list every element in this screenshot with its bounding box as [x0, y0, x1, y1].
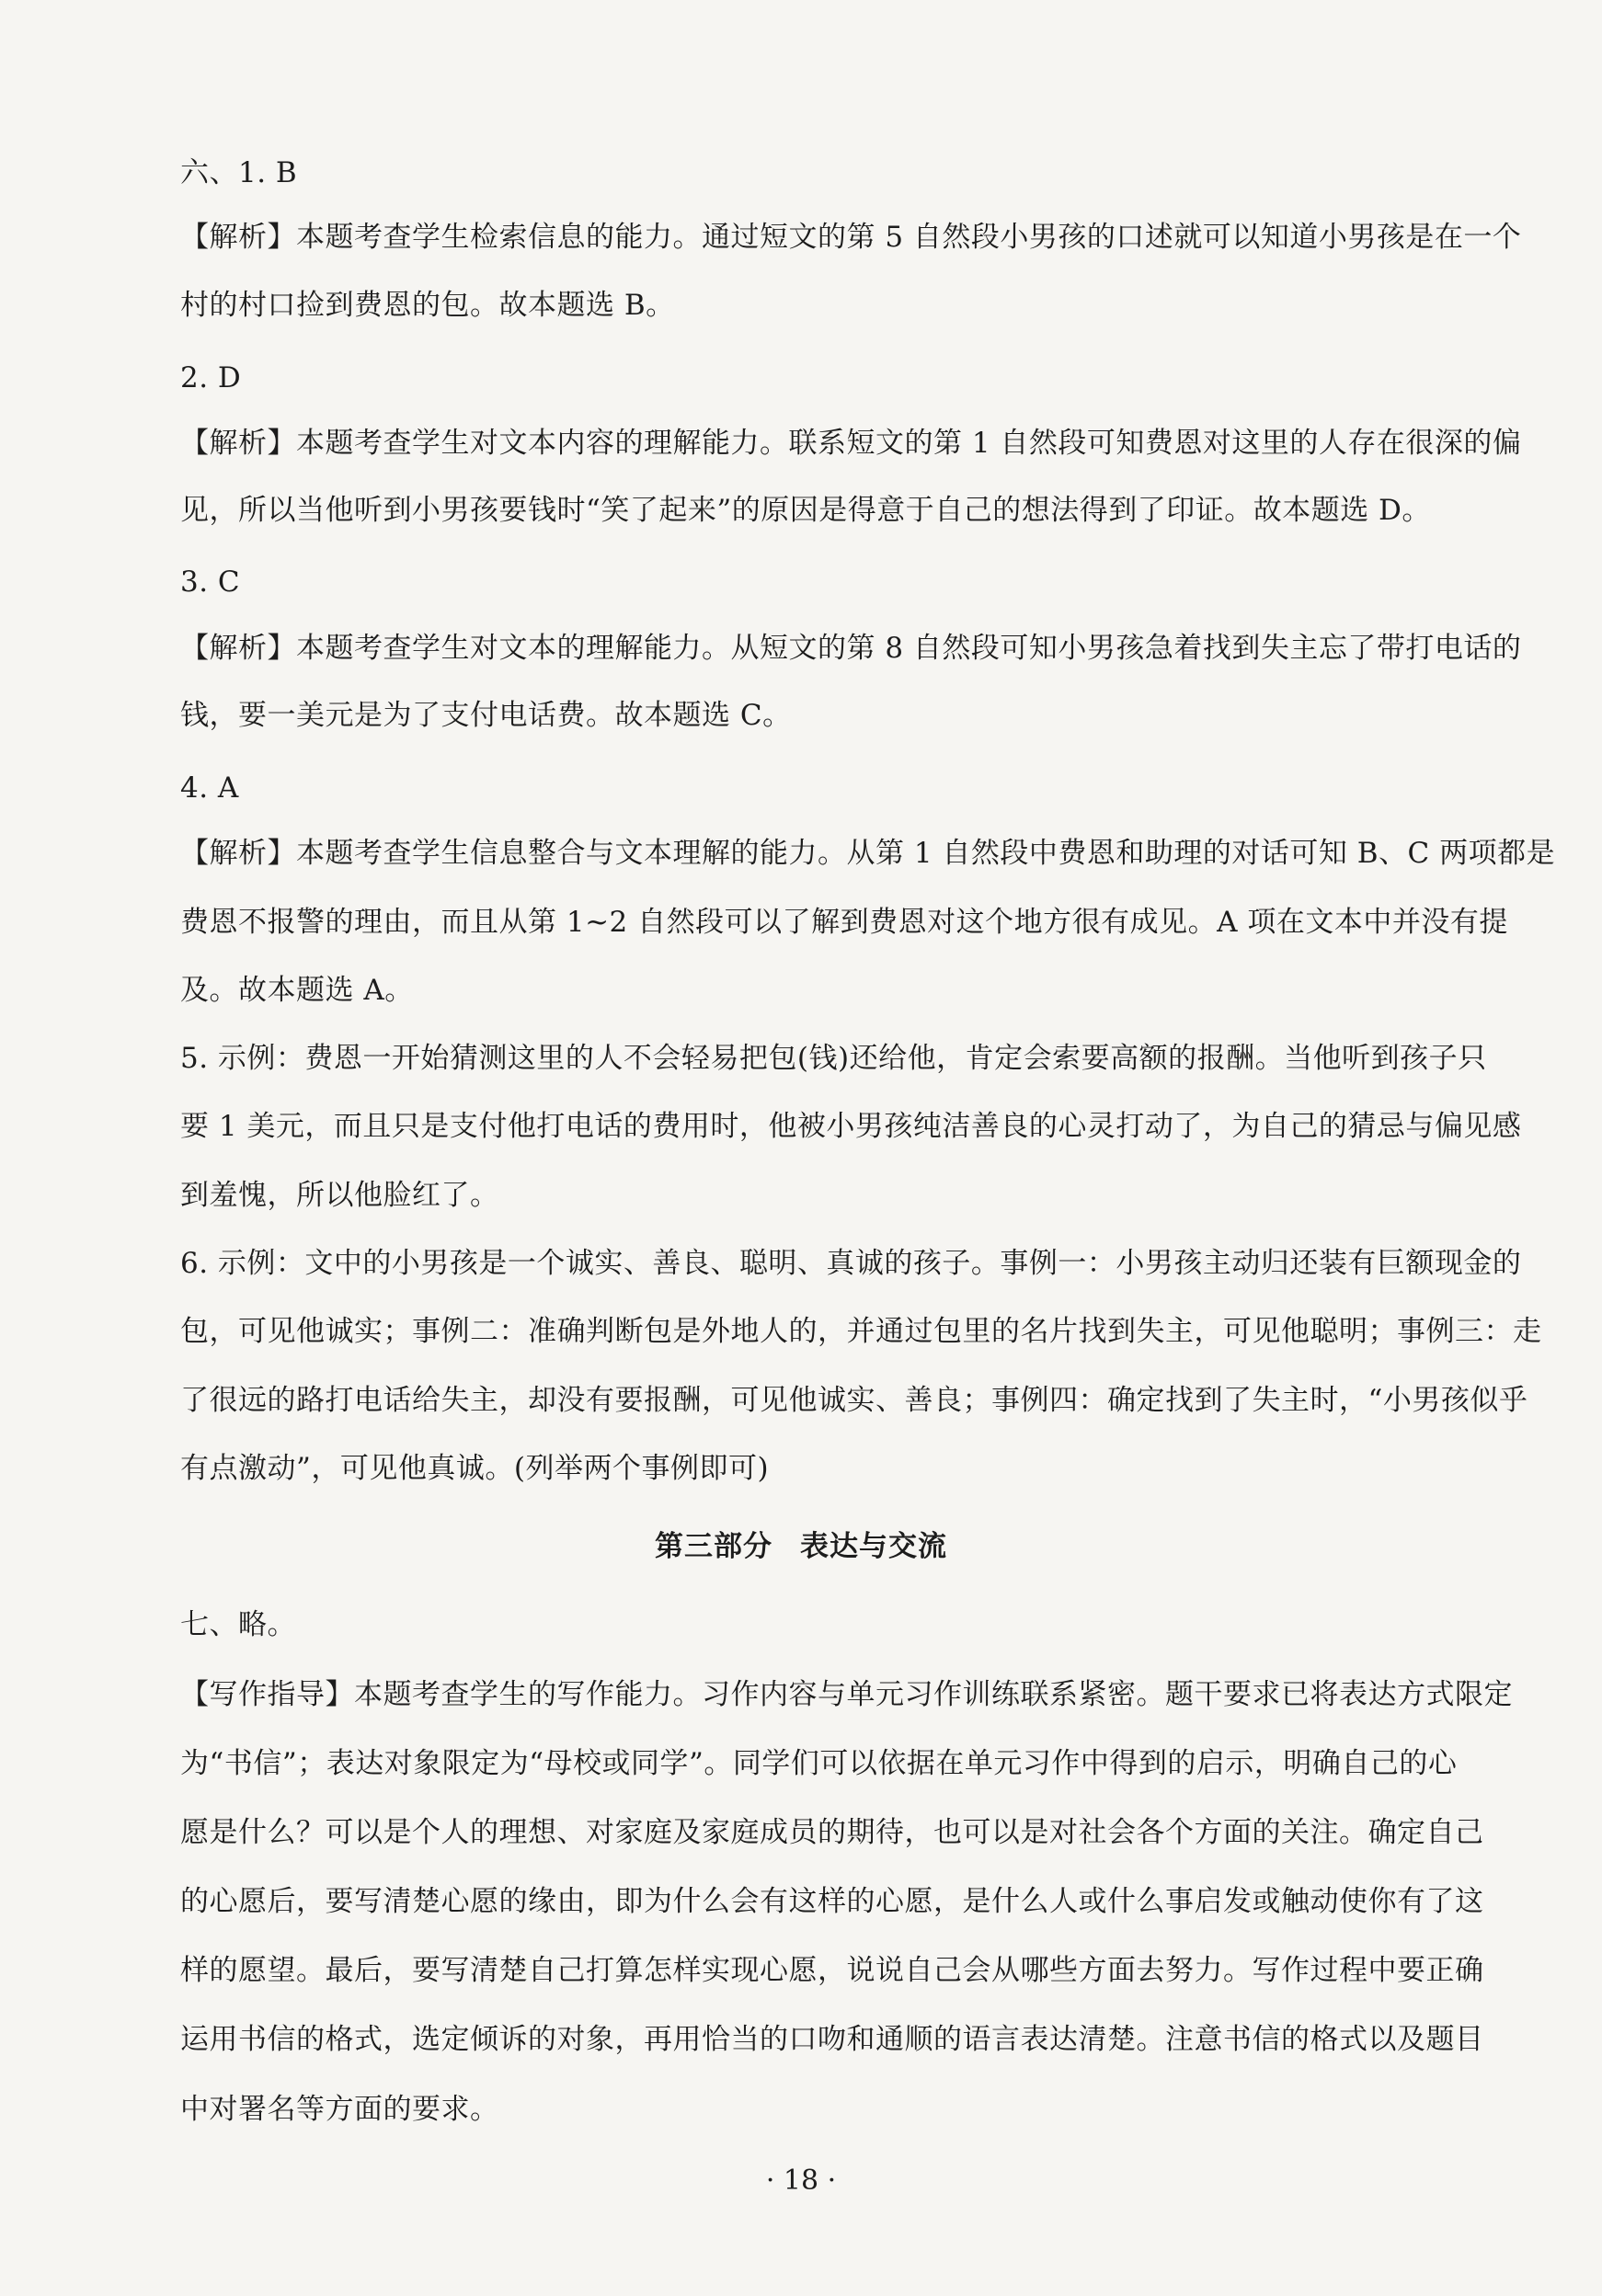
explanation-line: 【解析】本题考查学生检索信息的能力。通过短文的第 5 自然段小男孩的口述就可以知道小男孩是在一个	[180, 221, 1522, 254]
heading-title: 表达与交流	[800, 1530, 947, 1563]
explanation-line: 费恩不报警的理由，而且从第 1~2 自然段可以了解到费恩对这个地方很有成见。A 项在文本中并没有提	[180, 906, 1508, 939]
writing-guide-line: 为“书信”；表达对象限定为“母校或同学”。同学们可以依据在单元习作中得到的启示，明确自己的心	[180, 1747, 1458, 1780]
answer-line: 有点激动”，可见他真诚。(列举两个事例即可)	[180, 1452, 770, 1485]
answer-6-6: 6. 示例：文中的小男孩是一个诚实、善良、聪明、真诚的孩子。事例一：小男孩主动归还装有巨额现金的	[180, 1247, 1522, 1280]
explanation-line: 村的村口捡到费恩的包。故本题选 B。	[180, 289, 675, 322]
explanation-line: 及。故本题选 A。	[180, 974, 414, 1007]
explanation-line: 【解析】本题考查学生对文本的理解能力。从短文的第 8 自然段可知小男孩急着找到失主忘了带打电话的	[180, 632, 1522, 665]
answer-line: 到羞愧，所以他脸红了。	[180, 1179, 499, 1212]
answer-6-4: 4. A	[180, 771, 239, 805]
answer-6-3: 3. C	[180, 565, 241, 599]
answer-line: 了很远的路打电话给失主，却没有要报酬，可见他诚实、善良；事例四：确定找到了失主时，“小男孩似乎	[180, 1384, 1528, 1417]
writing-guide-line: 运用书信的格式，选定倾诉的对象，再用恰当的口吻和通顺的语言表达清楚。注意书信的格式以及题目	[180, 2023, 1484, 2056]
part-three-heading	[0, 1528, 1602, 1565]
writing-guide-line: 愿是什么？可以是个人的理想、对家庭及家庭成员的期待，也可以是对社会各个方面的关注。确定自己	[180, 1816, 1484, 1849]
explanation-line: 【解析】本题考查学生信息整合与文本理解的能力。从第 1 自然段中费恩和助理的对话可知 B、C 两项都是	[180, 837, 1556, 870]
writing-guide-line: 样的愿望。最后，要写清楚自己打算怎样实现心愿，说说自己会从哪些方面去努力。写作过程中要正确	[180, 1954, 1484, 1987]
page-number: · 18 ·	[765, 2165, 837, 2197]
answer-line: 要 1 美元，而且只是支付他打电话的费用时，他被小男孩纯洁善良的心灵打动了，为自己的猜忌与偏见感	[180, 1110, 1522, 1143]
answer-7: 七、略。	[180, 1608, 296, 1641]
writing-guide-line: 的心愿后，要写清楚心愿的缘由，即为什么会有这样的心愿，是什么人或什么事启发或触动使你有了这	[180, 1885, 1484, 1918]
explanation-line: 见，所以当他听到小男孩要钱时“笑了起来”的原因是得意于自己的想法得到了印证。故本题选 D。	[180, 494, 1431, 527]
answer-6-1: 六、1. B	[180, 156, 298, 189]
answer-line: 包，可见他诚实；事例二：准确判断包是外地人的，并通过包里的名片找到失主，可见他聪明；事例三：走	[180, 1315, 1542, 1348]
answer-6-2: 2. D	[180, 361, 242, 394]
explanation-line: 钱，要一美元是为了支付电话费。故本题选 C。	[180, 699, 792, 732]
writing-guide-line: 【写作指导】本题考查学生的写作能力。习作内容与单元习作训练联系紧密。题干要求已将表达方式限定	[180, 1678, 1513, 1711]
writing-guide-line: 中对署名等方面的要求。	[180, 2093, 499, 2126]
answer-6-5: 5. 示例：费恩一开始猜测这里的人不会轻易把包(钱)还给他，肯定会索要高额的报酬。当他听到孩子只	[180, 1042, 1487, 1075]
explanation-line: 【解析】本题考查学生对文本内容的理解能力。联系短文的第 1 自然段可知费恩对这里的人存在很深的偏	[180, 427, 1522, 460]
heading-part: 第三部分	[655, 1530, 772, 1563]
